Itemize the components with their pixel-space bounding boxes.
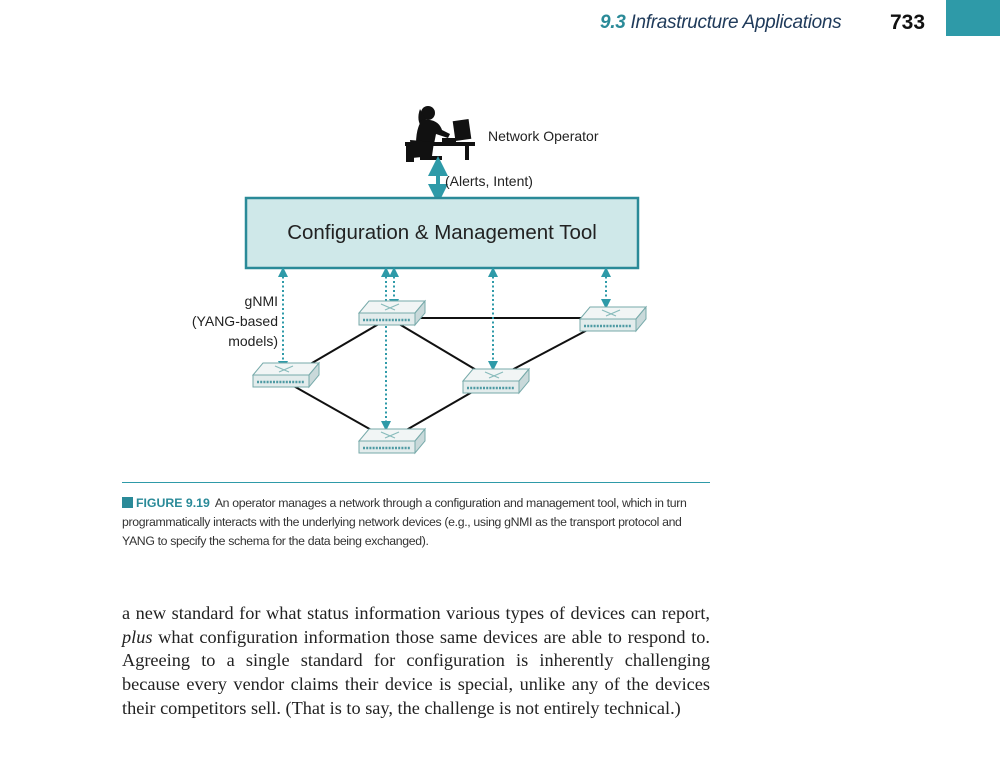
gnmi-label-line: models) [228,333,278,349]
gnmi-label-line: gNMI [244,293,278,309]
network-switch-icon [359,301,425,325]
network-switch-icon [580,307,646,331]
network-switch-icon [463,369,529,393]
body-emphasis: plus [122,626,153,647]
network-operator-icon [405,106,475,162]
body-text-part2: what configuration information those same devices are able to respond to. Agreeing to a single standard for configuration is inherently challenging because every vendor claims their device is special, unlike any of the devices their competitors sell. (That is to say, the challenge is not entirely technical.) [122,626,710,718]
figure-number: FIGURE 9.19 [136,496,210,510]
section-number: 9.3 [600,12,626,33]
page-number: 733 [890,11,926,34]
body-text-part1: a new standard for what status information various types of devices can report, [122,603,710,623]
network-switch-icon [253,363,319,387]
section-title: Infrastructure Applications [630,12,842,33]
alerts-intent-label: (Alerts, Intent) [445,173,533,189]
network-switch-icon [359,429,425,453]
operator-label: Network Operator [488,128,599,144]
network-links [283,318,610,440]
caption-text: An operator manages a network through a configuration and management tool, which in turn programmatically interacts with the underlying network devices (e.g., using gNMI as the transport protocol and YANG to specify the schema for the data being exchanged). [122,496,687,548]
running-header [600,12,841,34]
chapter-tab [946,0,1000,36]
gnmi-label-line: (YANG-based [191,313,278,329]
caption-square-icon [122,497,133,508]
network-diagram [120,100,712,480]
gnmi-arrows [283,272,606,426]
figure-caption [122,494,712,551]
body-paragraph [122,602,710,721]
tool-label: Configuration & Management Tool [287,221,597,244]
gnmi-label [160,291,278,351]
caption-rule [122,482,710,483]
figure-diagram [120,100,712,480]
